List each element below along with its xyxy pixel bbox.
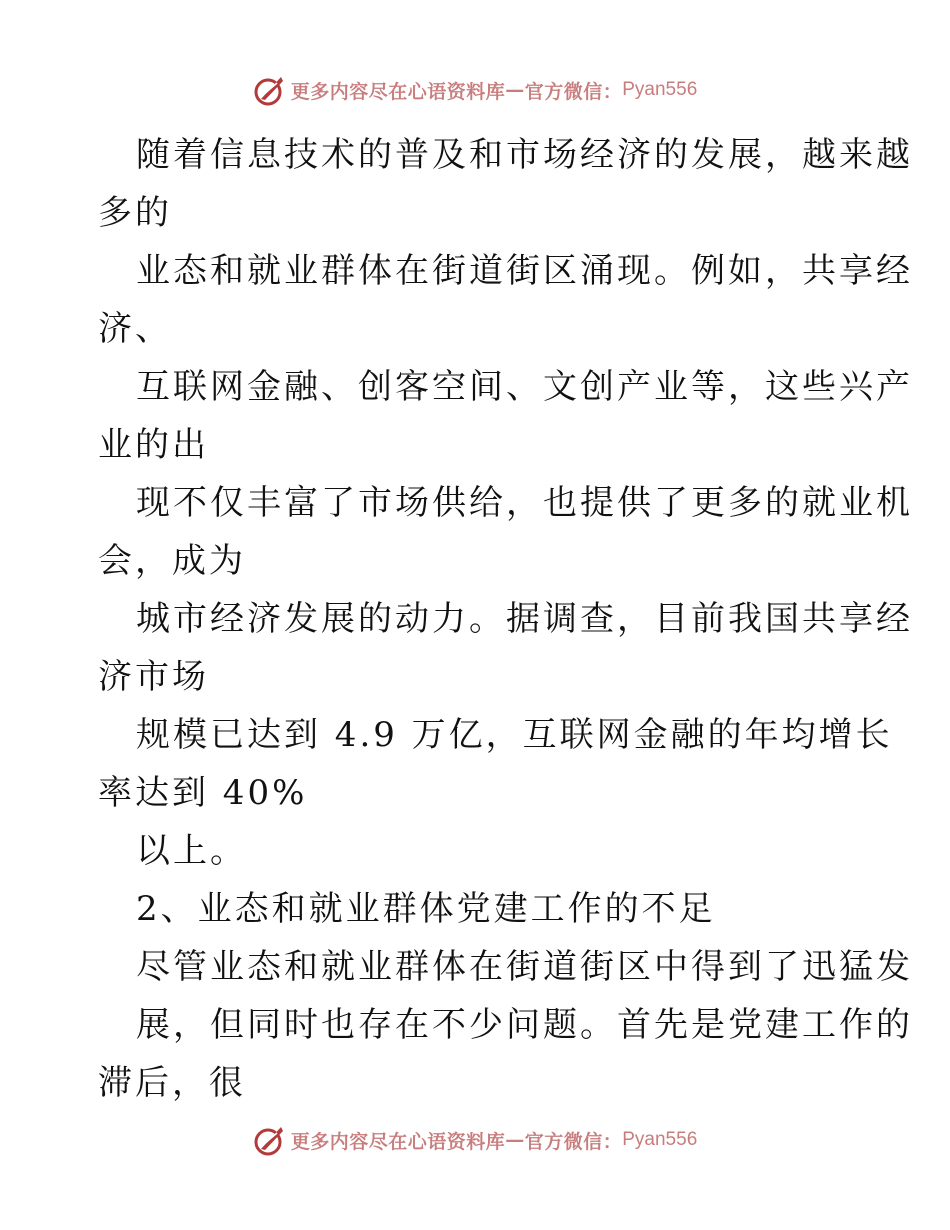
text-line: 现不仅丰富了市场供给，也提供了更多的就业机 bbox=[136, 483, 913, 523]
watermark-text: 更多内容尽在心语资料库 bbox=[290, 80, 506, 103]
text-line: 多的 bbox=[98, 193, 172, 233]
document-body bbox=[98, 126, 913, 1112]
text-line: 随着信息技术的普及和市场经济的发展，越来越 bbox=[136, 135, 913, 175]
watermark-dash: — bbox=[505, 1129, 525, 1151]
text-line: 展，但同时也存在不少问题。首先是党建工作的 bbox=[136, 1005, 913, 1045]
watermark-id: Pyan556 bbox=[622, 1129, 698, 1150]
feather-logo-icon bbox=[253, 1123, 287, 1157]
text-line: 业的出 bbox=[98, 425, 209, 465]
text-line: 互联网金融、创客空间、文创产业等，这些兴产 bbox=[136, 367, 913, 407]
text-line: 规模已达到 4.9 万亿，互联网金融的年均增长 bbox=[136, 715, 893, 755]
text-line: 济、 bbox=[98, 309, 172, 349]
watermark-text: 更多内容尽在心语资料库 bbox=[290, 1130, 506, 1153]
watermark-contact: 官方微信： bbox=[524, 80, 623, 103]
feather-logo-icon bbox=[253, 73, 287, 107]
text-line: 以上。 bbox=[136, 831, 247, 871]
text-line: 业态和就业群体在街道街区涌现。例如，共享经 bbox=[136, 251, 913, 291]
watermark-dash: — bbox=[505, 79, 525, 101]
text-line: 济市场 bbox=[98, 657, 209, 697]
watermark-id: Pyan556 bbox=[622, 79, 698, 100]
text-line: 滞后，很 bbox=[98, 1063, 246, 1103]
section-heading: 2、业态和就业群体党建工作的不足 bbox=[136, 889, 716, 929]
text-line: 率达到 40% bbox=[98, 773, 308, 813]
footer-watermark bbox=[0, 1120, 950, 1160]
text-line: 城市经济发展的动力。据调查，目前我国共享经 bbox=[136, 599, 913, 639]
text-line: 尽管业态和就业群体在街道街区中得到了迅猛发 bbox=[136, 947, 913, 987]
text-line: 会，成为 bbox=[98, 541, 246, 581]
watermark-contact: 官方微信： bbox=[524, 1130, 623, 1153]
header-watermark bbox=[0, 70, 950, 110]
